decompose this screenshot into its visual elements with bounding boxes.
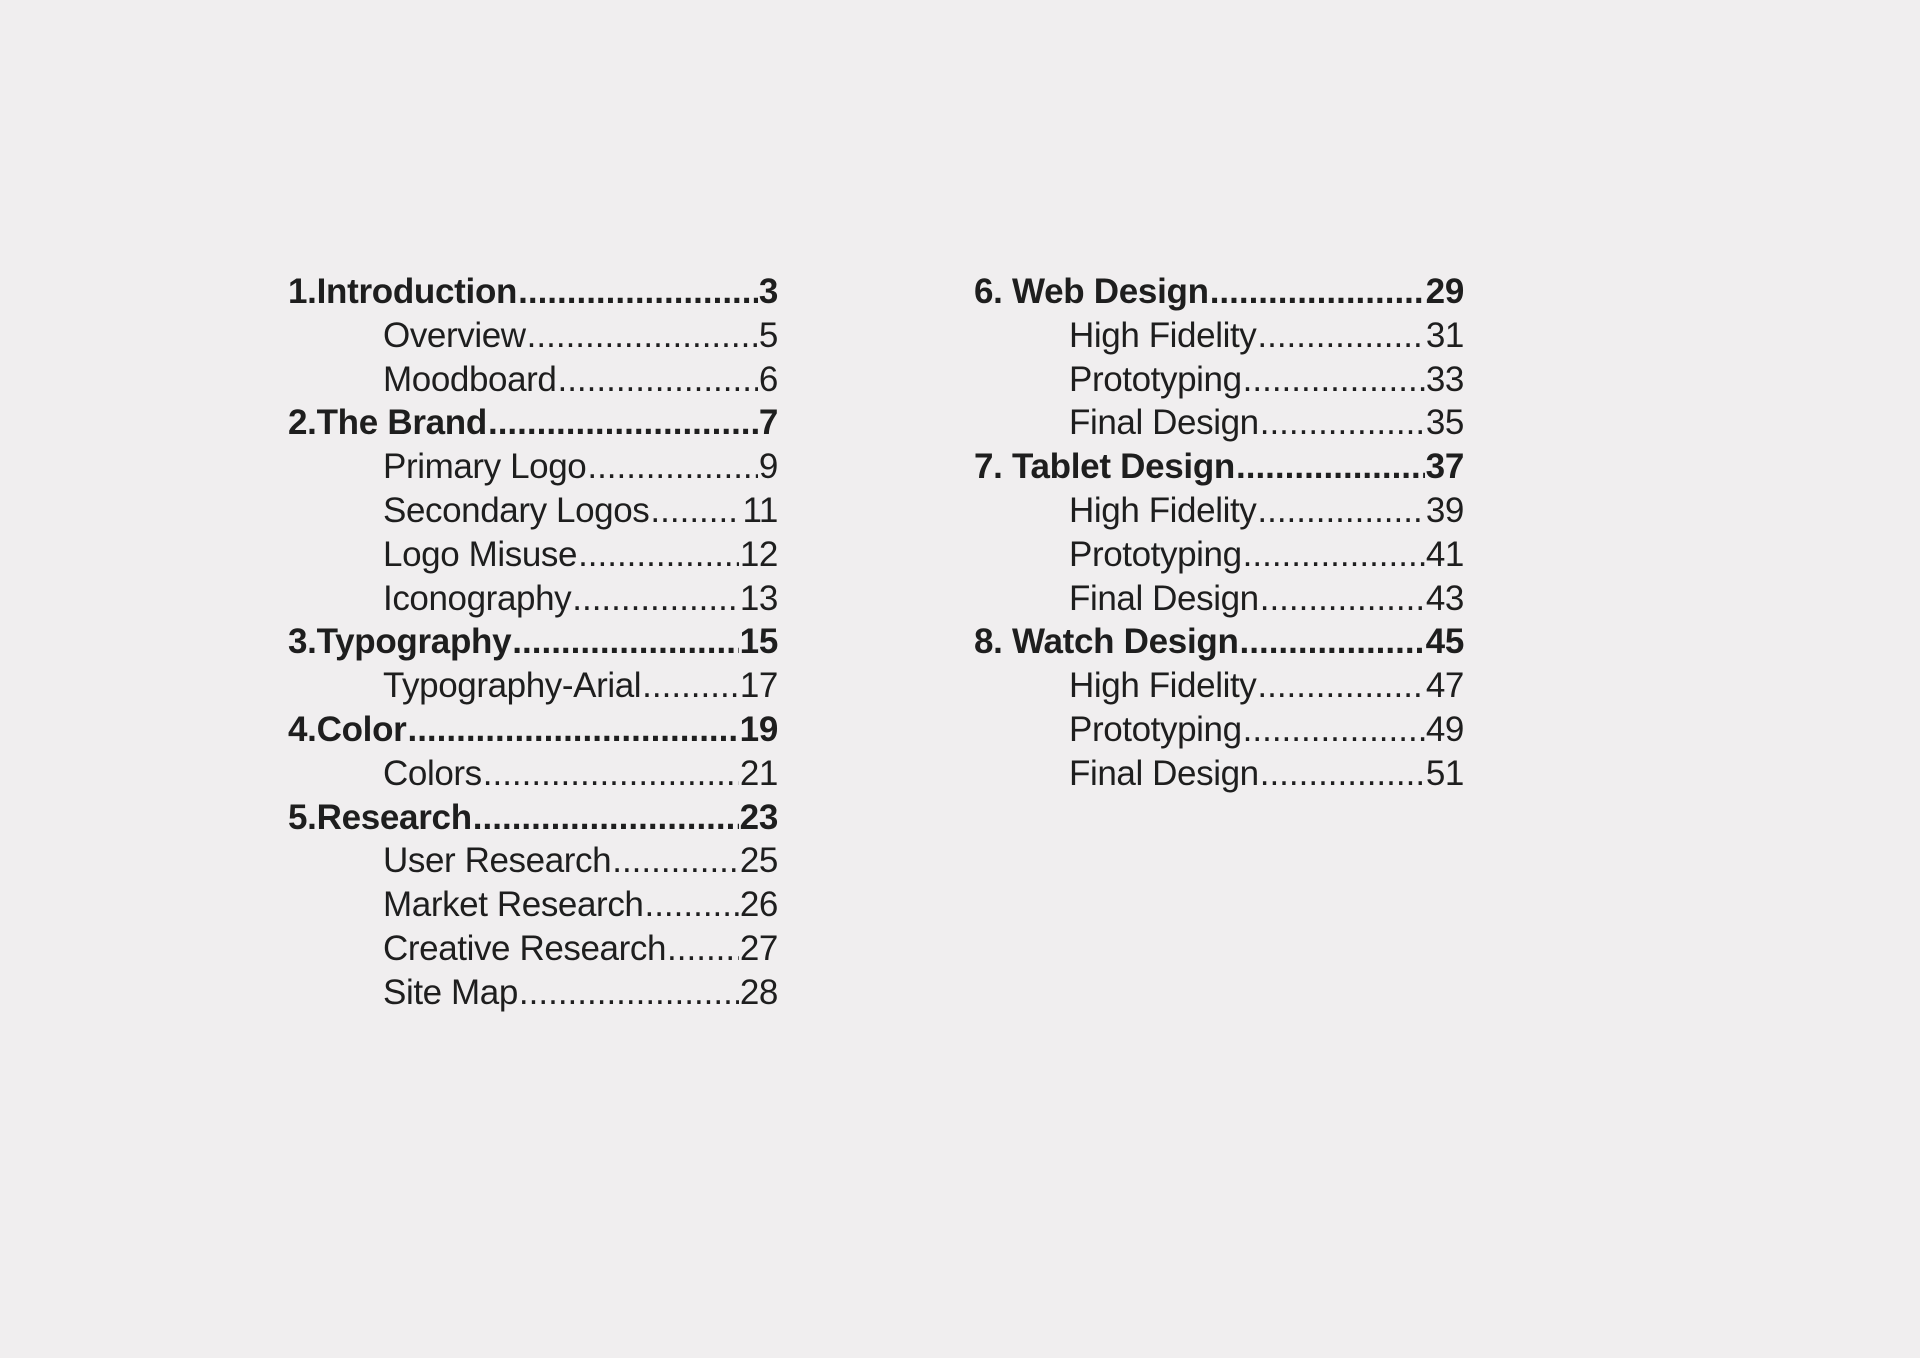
toc-entry-label: Prototyping xyxy=(1069,534,1242,574)
toc-page-number: 15 xyxy=(739,622,778,662)
toc-subsection-entry xyxy=(288,489,778,533)
toc-subsection-entry xyxy=(288,839,778,883)
toc-page-number: 19 xyxy=(739,709,778,749)
toc-dot-leader xyxy=(557,358,757,402)
toc-dot-leader xyxy=(572,577,739,621)
toc-dot-leader xyxy=(1260,752,1425,796)
toc-page-number: 45 xyxy=(1425,622,1464,662)
toc-subsection-entry xyxy=(288,664,778,708)
toc-page-number: 31 xyxy=(1425,315,1464,355)
toc-page-number: 25 xyxy=(739,841,778,881)
toc-dot-leader xyxy=(642,664,739,708)
toc-section-entry xyxy=(288,620,778,664)
toc-section-entry xyxy=(288,270,778,314)
toc-entry-label: Prototyping xyxy=(1069,709,1242,749)
toc-entry-label: Iconography xyxy=(383,578,572,618)
toc-subsection-entry xyxy=(288,883,778,927)
toc-entry-label: Secondary Logos xyxy=(383,490,650,530)
toc-page-number: 5 xyxy=(758,315,778,355)
toc-subsection-entry xyxy=(974,577,1464,621)
toc-dot-leader xyxy=(488,401,758,445)
toc-entry-label: Typography-Arial xyxy=(383,666,642,706)
toc-page-number: 26 xyxy=(739,885,778,925)
toc-dot-leader xyxy=(512,620,738,664)
toc-section-entry xyxy=(974,620,1464,664)
toc-dot-leader xyxy=(1243,533,1425,577)
toc-page-number: 35 xyxy=(1425,403,1464,443)
toc-page-number: 12 xyxy=(739,534,778,574)
toc-right-column xyxy=(974,270,1464,796)
toc-page-number: 23 xyxy=(739,797,778,837)
toc-entry-label: Logo Misuse xyxy=(383,534,578,574)
toc-subsection-entry xyxy=(288,533,778,577)
toc-entry-label: 5.Research xyxy=(288,797,472,837)
toc-dot-leader xyxy=(473,796,739,840)
toc-dot-leader xyxy=(1210,270,1425,314)
toc-entry-label: Primary Logo xyxy=(383,447,587,487)
toc-page-number: 3 xyxy=(758,272,778,311)
toc-subsection-entry xyxy=(974,358,1464,402)
toc-subsection-entry xyxy=(288,314,778,358)
toc-dot-leader xyxy=(1243,358,1425,402)
toc-subsection-entry xyxy=(288,445,778,489)
toc-entry-label: Moodboard xyxy=(383,359,557,399)
toc-entry-label: 2.The Brand xyxy=(288,403,487,443)
toc-dot-leader xyxy=(650,489,741,533)
toc-entry-label: Prototyping xyxy=(1069,359,1242,399)
toc-page-number: 41 xyxy=(1425,534,1464,574)
toc-entry-label: 3.Typography xyxy=(288,622,512,662)
toc-dot-leader xyxy=(578,533,739,577)
toc-entry-label: Final Design xyxy=(1069,403,1259,443)
toc-section-entry xyxy=(288,796,778,840)
toc-section-entry xyxy=(288,401,778,445)
toc-entry-label: Site Map xyxy=(383,972,518,1012)
toc-dot-leader xyxy=(519,971,739,1015)
toc-page-number: 9 xyxy=(758,447,778,487)
toc-page-number: 28 xyxy=(739,972,778,1012)
toc-dot-leader xyxy=(1257,314,1424,358)
toc-entry-label: 1.Introduction xyxy=(288,272,518,311)
toc-entry-label: Creative Research xyxy=(383,928,667,968)
toc-entry-label: 4.Color xyxy=(288,709,407,749)
toc-page-number: 21 xyxy=(739,753,778,793)
toc-left-column xyxy=(288,270,778,1015)
toc-entry-label: Market Research xyxy=(383,885,644,925)
toc-entry-label: High Fidelity xyxy=(1069,666,1257,706)
toc-entry-label: High Fidelity xyxy=(1069,490,1257,530)
toc-page-number: 51 xyxy=(1425,753,1464,793)
toc-entry-label: High Fidelity xyxy=(1069,315,1257,355)
toc-entry-label: Final Design xyxy=(1069,753,1259,793)
toc-page-number: 7 xyxy=(758,403,778,443)
toc-section-entry xyxy=(288,708,778,752)
toc-page-number: 33 xyxy=(1425,359,1464,399)
toc-section-entry xyxy=(974,270,1464,314)
toc-subsection-entry xyxy=(288,358,778,402)
toc-page-number: 29 xyxy=(1425,272,1464,311)
toc-dot-leader xyxy=(667,927,739,971)
toc-dot-leader xyxy=(644,883,738,927)
toc-dot-leader xyxy=(587,445,758,489)
toc-dot-leader xyxy=(1236,445,1425,489)
toc-dot-leader xyxy=(1240,620,1425,664)
toc-subsection-entry xyxy=(974,664,1464,708)
toc-subsection-entry xyxy=(974,401,1464,445)
toc-entry-label: 7. Tablet Design xyxy=(974,447,1235,487)
toc-dot-leader xyxy=(407,708,738,752)
toc-page-number: 43 xyxy=(1425,578,1464,618)
toc-page-number: 39 xyxy=(1425,490,1464,530)
toc-subsection-entry xyxy=(288,752,778,796)
toc-page-number: 6 xyxy=(758,359,778,399)
toc-page-number: 17 xyxy=(739,666,778,706)
toc-subsection-entry xyxy=(974,314,1464,358)
toc-dot-leader xyxy=(1257,664,1424,708)
toc-subsection-entry xyxy=(974,489,1464,533)
toc-dot-leader xyxy=(527,314,758,358)
toc-dot-leader xyxy=(483,752,739,796)
toc-page-number: 13 xyxy=(739,578,778,618)
toc-entry-label: Overview xyxy=(383,315,526,355)
toc-subsection-entry xyxy=(288,971,778,1015)
toc-entry-label: Colors xyxy=(383,753,482,793)
toc-subsection-entry xyxy=(974,708,1464,752)
toc-page-number: 27 xyxy=(739,928,778,968)
toc-subsection-entry xyxy=(288,927,778,971)
toc-subsection-entry xyxy=(288,577,778,621)
toc-entry-label: 8. Watch Design xyxy=(974,622,1239,662)
toc-page-number: 47 xyxy=(1425,666,1464,706)
toc-entry-label: 6. Web Design xyxy=(974,272,1209,311)
toc-entry-label: User Research xyxy=(383,841,612,881)
toc-subsection-entry xyxy=(974,533,1464,577)
toc-subsection-entry xyxy=(974,752,1464,796)
toc-dot-leader xyxy=(1260,401,1425,445)
toc-dot-leader xyxy=(1243,708,1425,752)
toc-entry-label: Final Design xyxy=(1069,578,1259,618)
toc-page-number: 49 xyxy=(1425,709,1464,749)
toc-dot-leader xyxy=(1260,577,1425,621)
toc-page-number: 37 xyxy=(1425,447,1464,487)
toc-dot-leader xyxy=(518,270,758,314)
toc-dot-leader xyxy=(612,839,739,883)
toc-page-number: 11 xyxy=(742,490,778,530)
toc-section-entry xyxy=(974,445,1464,489)
toc-dot-leader xyxy=(1257,489,1424,533)
